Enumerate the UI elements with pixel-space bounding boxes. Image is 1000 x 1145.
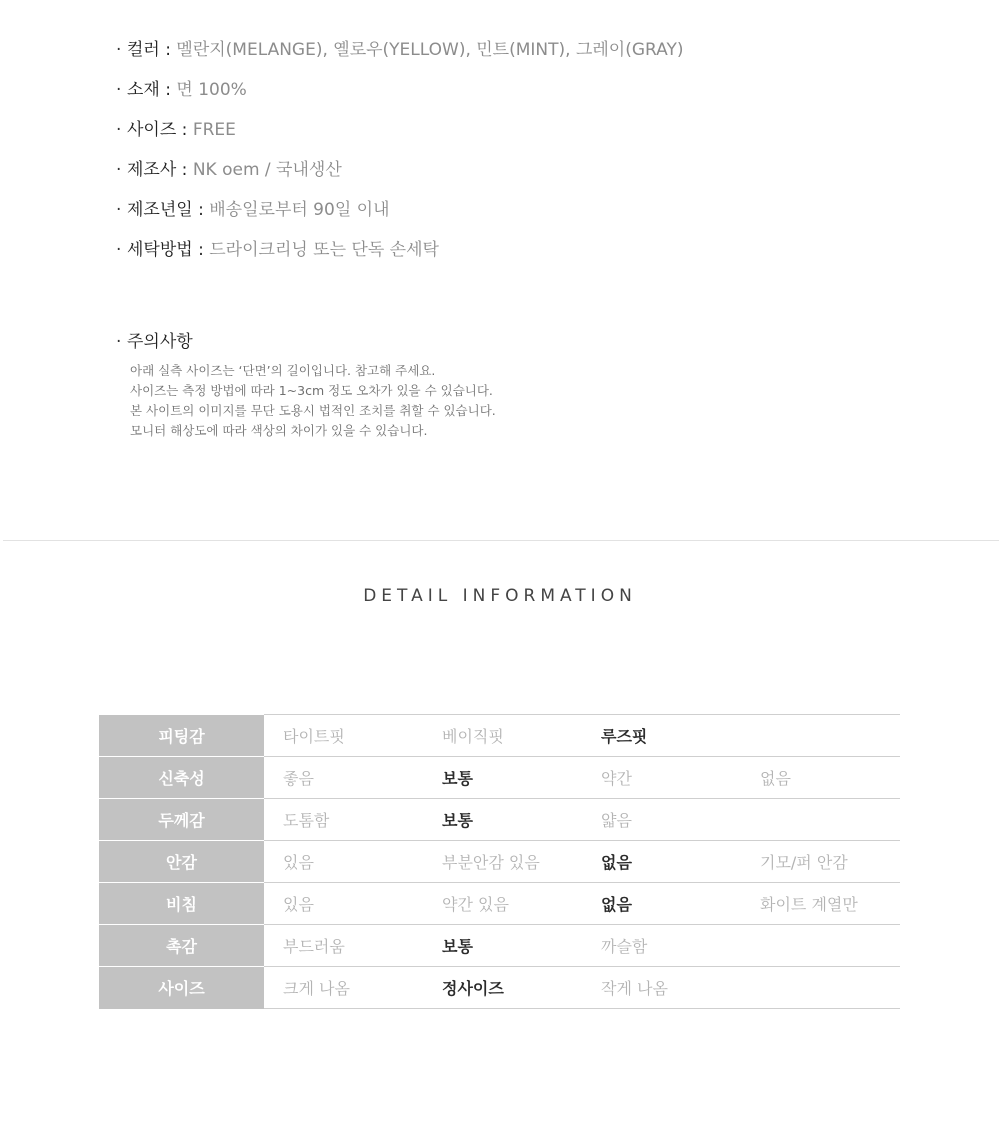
spec-label: 세탁방법 (127, 240, 193, 260)
option-selected: 보통 (423, 925, 582, 967)
option (741, 967, 900, 1009)
spec-label: 사이즈 (127, 120, 177, 140)
spec-value: 배송일로부터 90일 이내 (209, 200, 390, 220)
detail-heading: DETAIL INFORMATION (363, 586, 637, 606)
notice-title (116, 329, 496, 355)
option: 화이트 계열만 (741, 883, 900, 925)
bullet: · (116, 200, 122, 220)
notice-line: 사이즈는 측정 방법에 따라 1~3cm 정도 오차가 있을 수 있습니다. (130, 383, 493, 398)
spec-label: 제조사 (127, 160, 177, 180)
notice-line: 아래 실측 사이즈는 ‘단면’의 길이입니다. 참고해 주세요. (130, 363, 436, 378)
option (741, 925, 900, 967)
option: 약간 있음 (423, 883, 582, 925)
option: 부드러움 (264, 925, 423, 967)
bullet: · (116, 332, 122, 352)
bullet: · (116, 240, 122, 260)
option (741, 715, 900, 757)
table-row (99, 757, 900, 799)
option: 까슬함 (582, 925, 741, 967)
option: 얇음 (582, 799, 741, 841)
spec-label: 제조년일 (127, 200, 193, 220)
option-selected: 없음 (582, 883, 741, 925)
product-spec-list (116, 36, 684, 276)
table-row (99, 967, 900, 1009)
table-row (99, 799, 900, 841)
spec-value: NK oem / 국내생산 (192, 160, 342, 180)
row-label: 신축성 (99, 757, 264, 799)
table-row (99, 925, 900, 967)
row-label: 안감 (99, 841, 264, 883)
row-label: 피팅감 (99, 715, 264, 757)
option-selected: 루즈핏 (582, 715, 741, 757)
spec-value: 드라이크리닝 또는 단독 손세탁 (209, 240, 439, 260)
option: 기모/퍼 안감 (741, 841, 900, 883)
option: 도톰함 (264, 799, 423, 841)
option: 있음 (264, 841, 423, 883)
spec-label: 컬러 (127, 40, 160, 60)
spec-color: · 컬러 : 멜란지(MELANGE), 옐로우(YELLOW), 민트(MINT), 그레이(GRAY) (116, 36, 684, 76)
notice-section (116, 329, 496, 441)
option-selected: 보통 (423, 799, 582, 841)
spec-value: 면 100% (176, 80, 247, 100)
option-selected: 정사이즈 (423, 967, 582, 1009)
row-label: 두께감 (99, 799, 264, 841)
table-row (99, 883, 900, 925)
bullet: · (116, 160, 122, 180)
spec-manufacture-date: · 제조년일 : 배송일로부터 90일 이내 (116, 196, 684, 236)
spec-value: FREE (192, 120, 236, 140)
row-label: 사이즈 (99, 967, 264, 1009)
option: 좋음 (264, 757, 423, 799)
bullet: · (116, 80, 122, 100)
option: 약간 (582, 757, 741, 799)
notice-lines (130, 361, 496, 441)
option: 타이트핏 (264, 715, 423, 757)
option-selected: 없음 (582, 841, 741, 883)
table-row (99, 715, 900, 757)
option: 부분안감 있음 (423, 841, 582, 883)
bullet: · (116, 40, 122, 60)
notice-title-text: 주의사항 (127, 332, 193, 352)
notice-line: 모니터 해상도에 따라 색상의 차이가 있을 수 있습니다. (130, 423, 428, 438)
row-label: 촉감 (99, 925, 264, 967)
section-divider (3, 540, 999, 541)
option: 크게 나옴 (264, 967, 423, 1009)
spec-label: 소재 (127, 80, 160, 100)
detail-info-table (99, 714, 900, 1009)
table-row (99, 841, 900, 883)
row-label: 비침 (99, 883, 264, 925)
spec-manufacturer: · 제조사 : NK oem / 국내생산 (116, 156, 684, 196)
option: 있음 (264, 883, 423, 925)
spec-washing: · 세탁방법 : 드라이크리닝 또는 단독 손세탁 (116, 236, 684, 276)
spec-material: · 소재 : 면 100% (116, 76, 684, 116)
option: 없음 (741, 757, 900, 799)
bullet: · (116, 120, 122, 140)
spec-size: · 사이즈 : FREE (116, 116, 684, 156)
option: 작게 나옴 (582, 967, 741, 1009)
option (741, 799, 900, 841)
notice-line: 본 사이트의 이미지를 무단 도용시 법적인 조치를 취할 수 있습니다. (130, 403, 496, 418)
spec-value: 멜란지(MELANGE), 옐로우(YELLOW), 민트(MINT), 그레이(GRAY) (176, 40, 684, 60)
detail-table-body (99, 715, 900, 1009)
option: 베이직핏 (423, 715, 582, 757)
option-selected: 보통 (423, 757, 582, 799)
